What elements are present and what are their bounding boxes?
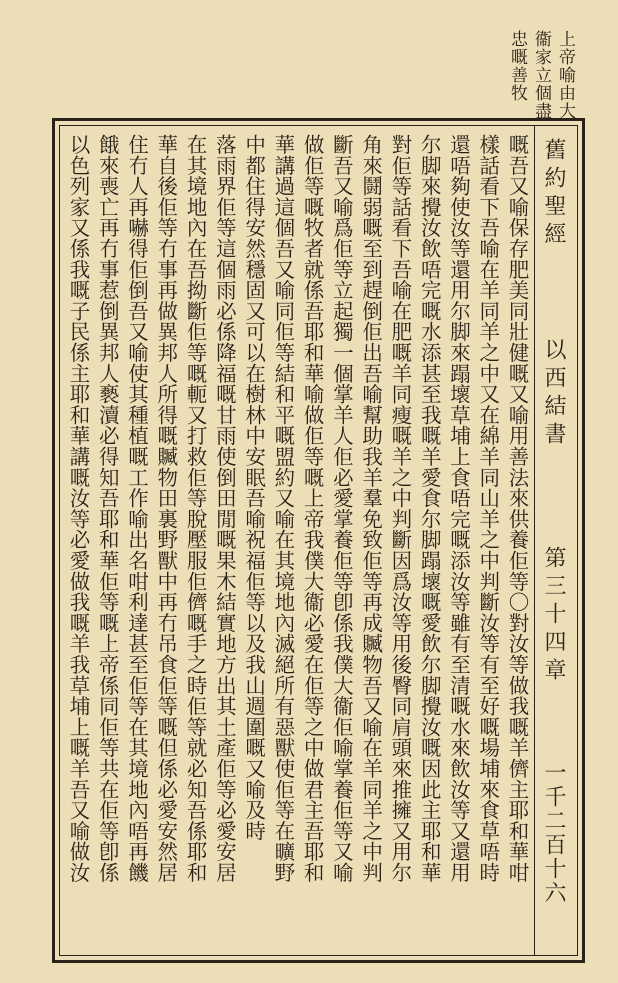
text-line: 以色列家又係我嘅子民係主耶和華講嘅汝等必愛做我嘅羊我草埔上嘅羊吾又喻做汝 [66, 134, 90, 883]
text-line: 華講過這個吾又喻同佢等結和平嘅盟約又喻在其境地內滅絕所有惡獸使佢等在曠野 [270, 134, 295, 883]
text-line: 嘅吾又喻保存肥美同壯健嘅又喻用善法來供養佢等〇對汝等做我嘅羊儕主耶和華咁 [504, 134, 529, 883]
text-block [59, 125, 578, 956]
text-line: 對佢等話看下吾喻在肥嘅羊同瘦嘅羊之中判斷因爲汝等用後臀同肩頭來推擁又用尔 [387, 134, 412, 883]
page-frame [52, 118, 585, 963]
body-text [66, 134, 529, 947]
text-line: 尔脚來攪汝飲唔完嘅水添甚至我嘅羊愛食尔脚蹋壞嘅愛飲尔脚攪汝嘅因此主耶和華 [417, 134, 442, 883]
marginal-note-line: 衞家立個盡 [531, 30, 551, 120]
book-title: 以西結書 [541, 338, 566, 450]
text-line: 斷吾又喻爲佢等立起獨一個掌羊人佢必愛掌養佢等卽係我僕大衞佢喻掌養佢等又喻 [329, 134, 354, 883]
text-line: 餓來喪亡再冇事惹倒異邦人褻瀆必得知吾耶和華佢等嘅上帝係同佢等共在佢等卽係 [95, 134, 120, 883]
book-collection-title: 舊約聖經 [541, 138, 566, 250]
running-header [534, 126, 577, 955]
text-line: 做佢等嘅牧者就係吾耶和華喻做佢等嘅上帝我僕大衞必愛在佢等之中做君主吾耶和 [300, 134, 325, 883]
page-number: 一千二百十六 [541, 761, 566, 905]
text-line: 在其境地內在吾拗斷佢等嘅軛又打救佢等脫壓服佢儕嘅手之時佢等就必知吾係耶和 [183, 134, 208, 883]
marginal-note-line: 忠嘅善牧 [507, 30, 527, 102]
text-line: 角來鬪弱嘅至到趕倒佢出吾喻幫助我羊羣免致佢等再成贓物吾又喻在羊同羊之中判 [358, 134, 383, 883]
marginal-note [506, 30, 576, 130]
text-line: 還唔夠使汝等還用尔脚來蹋壞草埔上食唔完嘅添汝等雖有至清嘅水來飲汝等又還用 [446, 134, 471, 883]
text-line: 落雨界佢等這個雨必係降福嘅甘雨使倒田閒嘅果木結實地方出其土產佢等必愛安居 [212, 134, 237, 883]
chapter-label: 第三十四章 [541, 546, 566, 686]
text-line: 中都住得安然穩固又可以在樹林中安眠吾喻祝福佢等以及我山週圍嘅又喻及時 [241, 134, 266, 842]
text-line: 樣話看下吾喻在羊同羊之中又在綿羊同山羊之中判斷汝等有至好嘅場埔來食草唔時 [475, 134, 500, 883]
text-line: 住冇人再嚇得佢倒吾又喻使其種植嘅工作喻出名咁利達甚至佢等在其境地內唔再饑 [124, 134, 149, 883]
marginal-note-line: 上帝喻由大 [555, 30, 575, 120]
text-line: 華自後佢等冇事再做異邦人所得嘅贓物田裏野獸中再冇吊食佢等嘅但係必愛安然居 [153, 134, 178, 883]
